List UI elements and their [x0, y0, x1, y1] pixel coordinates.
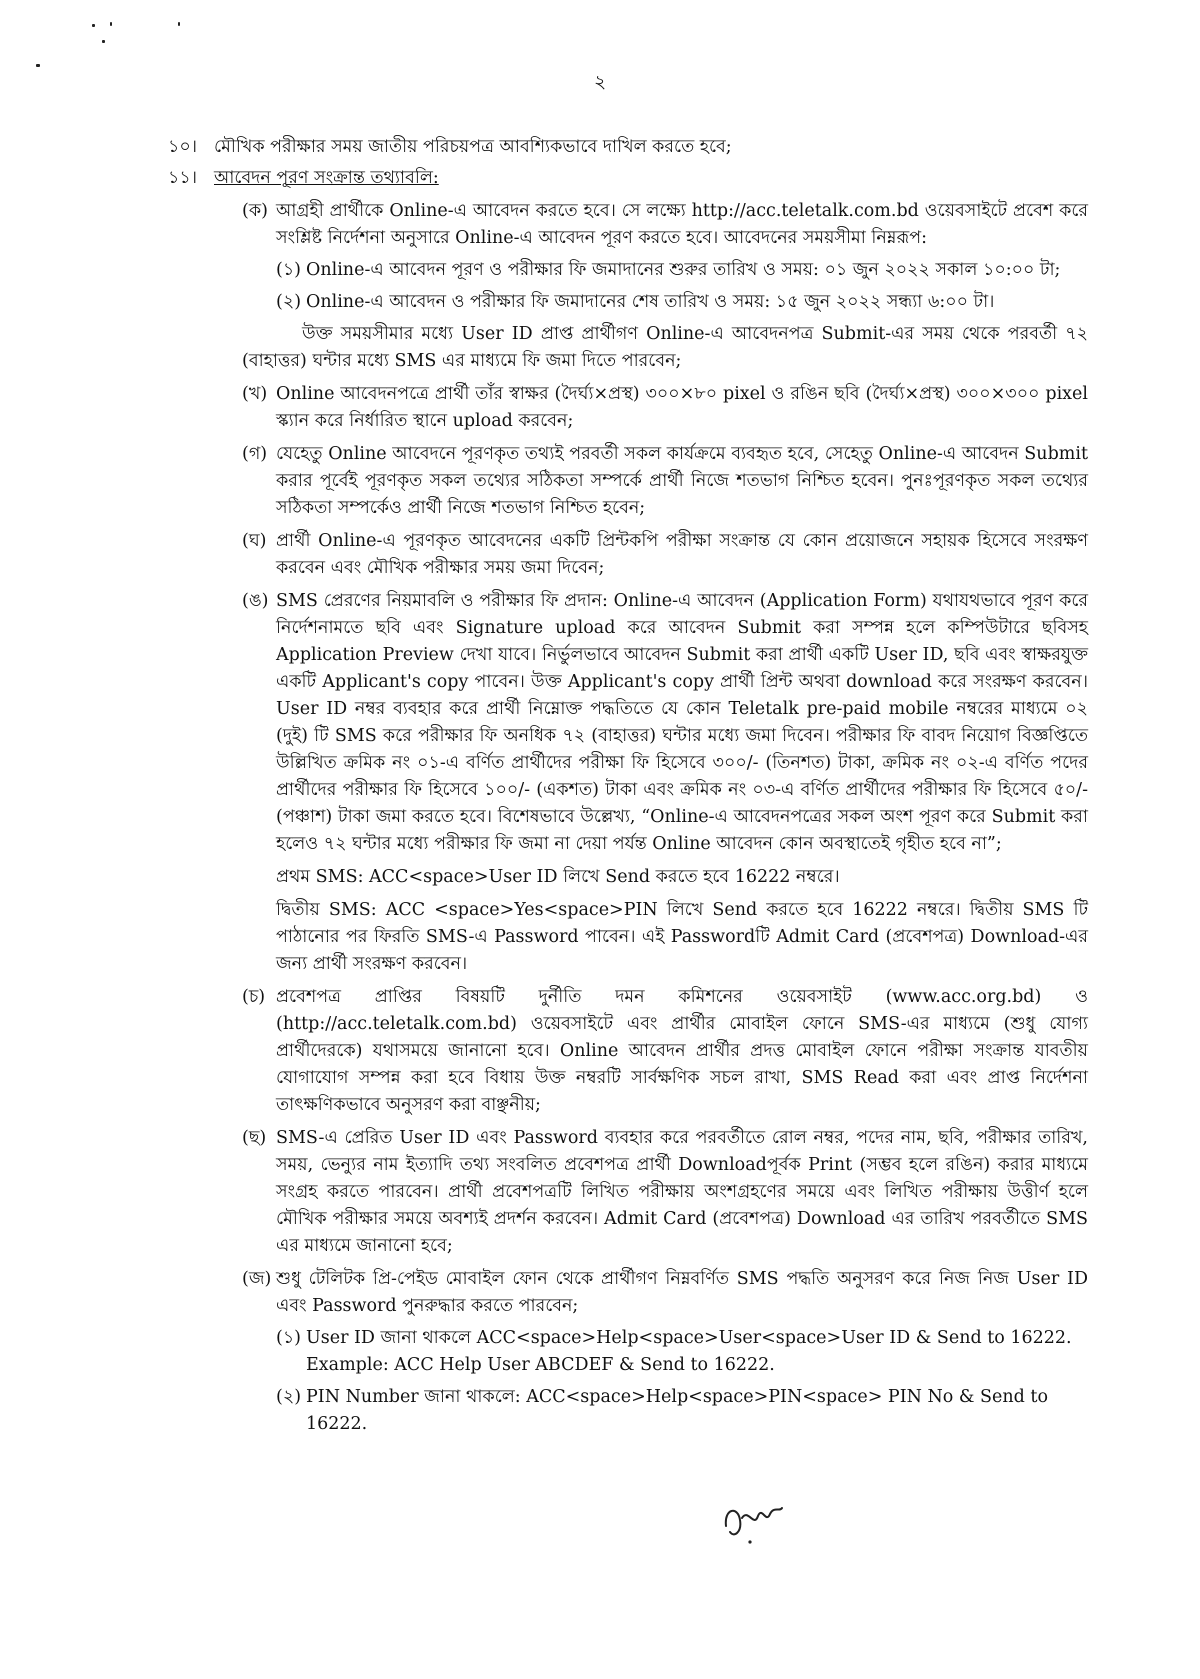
item-10-number: ১০। — [168, 137, 197, 157]
page-number: ২ — [593, 71, 607, 93]
clause-ka-sub-2 — [276, 289, 1088, 316]
clause-ja-sub-1-label: (১) — [276, 1328, 302, 1348]
item-11 — [168, 165, 1088, 192]
clause-ja-text: শুধু টেলিটক প্রি-পেইড মোবাইল ফোন থেকে প্রার্থীগণ নিম্নবর্ণিত SMS পদ্ধতি অনুসরণ করে নিজ নিজ User ID এবং Password পুনরুদ্ধার করতে পারবেন; — [276, 1269, 1088, 1316]
item-10-text: মৌখিক পরীক্ষার সময় জাতীয় পরিচয়পত্র আবশ্যিকভাবে দাখিল করতে হবে; — [214, 137, 732, 157]
clause-ga-label: (গ) — [242, 444, 268, 464]
clause-ja-sub-2-label: (২) — [276, 1387, 302, 1407]
clause-kha — [242, 381, 1088, 435]
clause-ja-sub-1-example: Example: ACC Help User ABCDEF & Send to 16222. — [306, 1355, 775, 1375]
item-10 — [168, 134, 1088, 161]
clause-chha — [242, 1125, 1088, 1260]
item-11-number: ১১। — [168, 168, 197, 188]
clause-uma — [242, 588, 1088, 978]
clause-chha-text: SMS-এ প্রেরিত User ID এবং Password ব্যবহার করে পরবর্তীতে রোল নম্বর, পদের নাম, ছবি, পরীক্ষার তারিখ, সময়, ভেন্যুর নাম ইত্যাদি তথ্য সংবলিত প্রবেশপত্র প্রার্থী Downloadপূর্বক Print (সম্ভব হলে রঙিন) করার মাধ্যমে সংগ্রহ করতে পারবেন। প্রার্থী প্রবেশপত্রটি লিখিত পরীক্ষায় অংশগ্রহণের সময়ে এবং লিখিত পরীক্ষায় উত্তীর্ণ হলে মৌখিক পরীক্ষার সময়ে অবশ্যই প্রদর্শন করবেন। Admit Card (প্রবেশপত্র) Download এর তারিখ পরবর্তীতে SMS এর মাধ্যমে জানানো হবে; — [276, 1128, 1088, 1256]
clause-gha-text: প্রার্থী Online-এ পূরণকৃত আবেদনের একটি প্রিন্টকপি পরীক্ষা সংক্রান্ত যে কোন প্রয়োজনে সহায়ক হিসেবে সংরক্ষণ করবেন এবং মৌখিক পরীক্ষার সময় জমা দিবেন; — [276, 531, 1088, 578]
clause-ja-sub-2-text: PIN Number জানা থাকলে: ACC<space>Help<space>PIN<space> PIN No & Send to 16222. — [306, 1387, 1048, 1434]
clause-ja-sub-1 — [276, 1325, 1088, 1379]
clause-ka-sub-1-label: (১) — [276, 260, 302, 280]
clause-uma-sms-1: প্রথম SMS: ACC<space>User ID লিখে Send করতে হবে 16222 নম্বরে। — [276, 867, 840, 887]
item-11-heading: আবেদন পূরণ সংক্রান্ত তথ্যাবলি: — [214, 168, 439, 188]
clause-cha — [242, 984, 1088, 1119]
clause-uma-text: SMS প্রেরণের নিয়মাবলি ও পরীক্ষার ফি প্রদান: Online-এ আবেদন (Application Form) যথাযথভাবে পূরণ করে নির্দেশনামতে ছবি এবং Signature upload করে আবেদন Submit করা সম্পন্ন হলে কম্পিউটারে ছবিসহ Application Preview দেখা যাবে। নির্ভুলভাবে আবেদন Submit করা প্রার্থী একটি User ID, ছবি এবং স্বাক্ষরযুক্ত একটি Applicant's copy পাবেন। উক্ত Applicant's copy প্রার্থী প্রিন্ট অথবা download করে সংরক্ষণ করবেন। User ID নম্বর ব্যবহার করে প্রার্থী নিম্নোক্ত পদ্ধতিতে যে কোন Teletalk pre-paid mobile নম্বরের মাধ্যমে ০২ (দুই) টি SMS করে পরীক্ষার ফি অনধিক ৭২ (বাহাত্তর) ঘন্টার মধ্যে জমা দিবেন। পরীক্ষার ফি বাবদ নিয়োগ বিজ্ঞপ্তিতে উল্লিখিত ক্রমিক নং ০১-এ বর্ণিত প্রার্থীদের পরীক্ষা ফি হিসেবে ৩০০/- (তিনশত) টাকা, ক্রমিক নং ০২-এ বর্ণিত পদের প্রার্থীদের পরীক্ষার ফি হিসেবে ১০০/- (একশত) টাকা এবং ক্রমিক নং ০৩-এ বর্ণিত প্রার্থীদের পরীক্ষার ফি হিসেবে ৫০/- (পঞ্চাশ) টাকা জমা করতে হবে। বিশেষভাবে উল্লেখ্য, “Online-এ আবেদনপত্রের সকল অংশ পূরণ করে Submit করা হলেও ৭২ ঘন্টার মধ্যে পরীক্ষার ফি জমা না দেয়া পর্যন্ত Online আবেদন কোন অবস্থাতেই গৃহীত হবে না”; — [276, 591, 1088, 854]
clause-ka-label: (ক) — [242, 201, 268, 221]
clause-ja — [242, 1266, 1088, 1320]
clause-ka-note: উক্ত সময়সীমার মধ্যে User ID প্রাপ্ত প্রার্থীগণ Online-এ আবেদনপত্র Submit-এর সময় থেকে পরবর্তী ৭২ (বাহাত্তর) ঘন্টার মধ্যে SMS এর মাধ্যমে ফি জমা দিতে পারবেন; — [242, 324, 1088, 371]
clause-ga-text: যেহেতু Online আবেদনে পূরণকৃত তথ্যই পরবর্তী সকল কার্যক্রমে ব্যবহৃত হবে, সেহেতু Online-এ আবেদন Submit করার পূর্বেই পূরণকৃত সকল তথ্যের সঠিকতা সম্পর্কে প্রার্থী নিজে শতভাগ নিশ্চিত হবেন। পুনঃপূরণকৃত সকল তথ্যের সঠিকতা সম্পর্কেও প্রার্থী নিজে শতভাগ নিশ্চিত হবেন; — [276, 444, 1088, 518]
clause-ga — [242, 441, 1088, 522]
clause-ka-text: আগ্রহী প্রার্থীকে Online-এ আবেদন করতে হবে। সে লক্ষ্যে http://acc.teletalk.com.bd ওয়েবসাইটে প্রবেশ করে সংশ্লিষ্ট নির্দেশনা অনুসারে Online-এ আবেদন পূরণ করতে হবে। আবেদনের সময়সীমা নিম্নরূপ: — [276, 201, 1088, 248]
clause-cha-text: প্রবেশপত্র প্রাপ্তির বিষয়টি দুর্নীতি দমন কমিশনের ওয়েবসাইট (www.acc.org.bd) ও (http://acc.teletalk.com.bd) ওয়েবসাইটে এবং প্রার্থীর মোবাইল ফোনে SMS-এর মাধ্যমে (শুধু যোগ্য প্রার্থীদেরকে) যথাসময়ে জানানো হবে। Online আবেদন প্রার্থীর প্রদত্ত মোবাইল ফোনে পরীক্ষা সংক্রান্ত যাবতীয় যোগাযোগ সম্পন্ন করা হবে বিধায় উক্ত নম্বরটি সার্বক্ষণিক সচল রাখা, SMS Read করা এবং প্রাপ্ত নির্দেশনা তাৎক্ষণিকভাবে অনুসরণ করা বাঞ্ছনীয়; — [276, 987, 1088, 1115]
clause-ka-sub-2-text: Online-এ আবেদন ও পরীক্ষার ফি জমাদানের শেষ তারিখ ও সময়: ১৫ জুন ২০২২ সন্ধ্যা ৬:০০ টা। — [306, 292, 995, 312]
clause-ka-sub-1-text: Online-এ আবেদন পূরণ ও পরীক্ষার ফি জমাদানের শুরুর তারিখ ও সময়: ০১ জুন ২০২২ সকাল ১০:০০ টা; — [306, 260, 1061, 280]
handwritten-signature — [720, 1498, 800, 1558]
clause-kha-text: Online আবেদনপত্রে প্রার্থী তাঁর স্বাক্ষর (দৈর্ঘ্য×প্রস্থ) ৩০০×৮০ pixel ও রঙিন ছবি (দৈর্ঘ্য×প্রস্থ) ৩০০×৩০০ pixel স্ক্যান করে নির্ধারিত স্থানে upload করবেন; — [276, 384, 1088, 431]
clause-ka — [242, 198, 1088, 252]
clause-ka-sub-2-label: (২) — [276, 292, 302, 312]
clause-uma-sms-2: দ্বিতীয় SMS: ACC <space>Yes<space>PIN লিখে Send করতে হবে 16222 নম্বরে। দ্বিতীয় SMS টি পাঠানোর পর ফিরতি SMS-এ Password পাবেন। এই Passwordটি Admit Card (প্রবেশপত্র) Download-এর জন্য প্রার্থী সংরক্ষণ করবেন। — [276, 900, 1088, 974]
clause-chha-label: (ছ) — [242, 1128, 267, 1148]
clause-gha — [242, 528, 1088, 582]
clause-kha-label: (খ) — [242, 384, 268, 404]
document-body — [168, 134, 1088, 1438]
clause-ja-sub-1-text: User ID জানা থাকলে ACC<space>Help<space>User<space>User ID & Send to 16222. — [306, 1328, 1072, 1348]
clause-gha-label: (ঘ) — [242, 531, 267, 551]
clause-ja-sub-2 — [276, 1384, 1088, 1438]
clause-ka-sub-1 — [276, 257, 1088, 284]
clause-ja-label: (জ) — [242, 1269, 272, 1289]
clause-cha-label: (চ) — [242, 987, 266, 1007]
clause-uma-label: (ঙ) — [242, 591, 269, 611]
